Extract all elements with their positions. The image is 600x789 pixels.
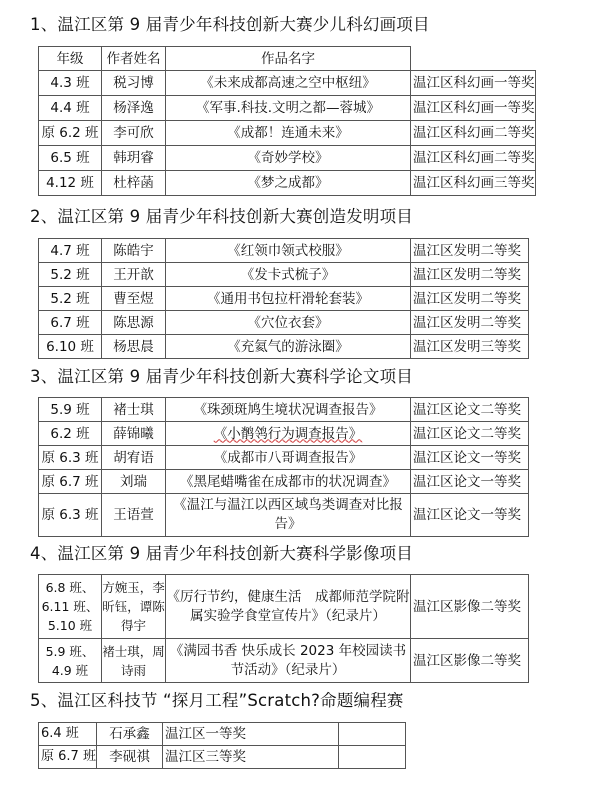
grade-cell: 4.7 班 [39, 239, 102, 263]
author-cell: 税习博 [102, 71, 166, 96]
work-title-cell: 《梦之成都》 [166, 171, 411, 196]
work-title-text: 《小鹡鸰行为调查报告》 [213, 425, 363, 442]
award-cell: 温江区科幻画一等奖 [411, 96, 536, 121]
work-title-cell: 《充氦气的游泳圈》 [166, 335, 411, 359]
award-cell: 温江区发明二等奖 [411, 263, 529, 287]
grade-cell: 5.9 班 [39, 398, 102, 422]
award-cell: 温江区三等奖 [162, 746, 338, 769]
award-cell: 温江区科幻画一等奖 [411, 71, 536, 96]
author-cell: 李砚祺 [96, 746, 162, 769]
table-row [39, 239, 529, 263]
table-science-video [38, 574, 529, 683]
header-author: 作者姓名 [102, 47, 166, 71]
author-cell: 薛锦曦 [102, 422, 166, 446]
table-row [39, 171, 536, 196]
grade-cell: 4.3 班 [39, 71, 102, 96]
table-row [39, 470, 529, 494]
table-row [39, 311, 529, 335]
work-title-cell [166, 422, 411, 446]
award-cell: 温江区发明三等奖 [411, 335, 529, 359]
grade-cell: 6.5 班 [39, 146, 102, 171]
section-4-title: 4、温江区第 9 届青少年科技创新大赛科学影像项目 [30, 544, 413, 563]
award-cell: 温江区科幻画二等奖 [411, 146, 536, 171]
section-1-title: 1、温江区第 9 届青少年科技创新大赛少儿科幻画项目 [30, 15, 430, 34]
work-title-cell: 《黑尾蜡嘴雀在成都市的状况调查》 [166, 470, 411, 494]
author-cell: 李可欣 [102, 121, 166, 146]
grade-cell: 5.9 班、4.9 班 [39, 639, 102, 683]
grade-cell: 原 6.3 班 [39, 446, 102, 470]
table-science-fiction-painting [38, 46, 536, 196]
work-title-cell: 《发卡式梳子》 [166, 263, 411, 287]
table-header-row [39, 47, 536, 71]
header-grade: 年级 [39, 47, 102, 71]
grade-cell: 6.7 班 [39, 311, 102, 335]
grade-cell: 4.12 班 [39, 171, 102, 196]
author-cell: 陈皓宇 [102, 239, 166, 263]
award-cell: 温江区论文一等奖 [411, 470, 529, 494]
section-2-title: 2、温江区第 9 届青少年科技创新大赛创造发明项目 [30, 207, 413, 226]
author-cell: 曹至煜 [102, 287, 166, 311]
author-cell: 杨思晨 [102, 335, 166, 359]
table-row [39, 746, 406, 769]
work-title-cell: 《厉行节约，健康生活 成都师范学院附属实验学食堂宣传片》（纪录片） [166, 575, 411, 639]
award-cell: 温江区影像二等奖 [411, 575, 529, 639]
grade-cell: 6.4 班 [39, 723, 97, 746]
empty-cell [338, 723, 405, 746]
award-cell: 温江区论文一等奖 [411, 494, 529, 537]
work-title-cell: 《红领巾领式校服》 [166, 239, 411, 263]
grade-cell: 原 6.3 班 [39, 494, 102, 537]
author-cell: 石承鑫 [96, 723, 162, 746]
work-title-cell: 《满园书香 快乐成长 2023 年校园读书节活动》（纪录片） [166, 639, 411, 683]
work-title-cell: 《奇妙学校》 [166, 146, 411, 171]
table-row [39, 494, 529, 537]
grade-cell: 6.2 班 [39, 422, 102, 446]
work-title-cell: 《成都市八哥调查报告》 [166, 446, 411, 470]
table-row [39, 575, 529, 639]
header-work-title: 作品名字 [166, 47, 411, 71]
table-scratch-programming [38, 722, 406, 769]
author-cell: 杜梓菡 [102, 171, 166, 196]
table-row [39, 335, 529, 359]
author-cell: 刘瑞 [102, 470, 166, 494]
section-3-title: 3、温江区第 9 届青少年科技创新大赛科学论文项目 [30, 367, 413, 386]
table-science-paper [38, 397, 529, 537]
table-row [39, 446, 529, 470]
work-title-cell: 《穴位衣套》 [166, 311, 411, 335]
award-cell: 温江区一等奖 [162, 723, 338, 746]
header-award-empty [411, 47, 536, 71]
table-row [39, 121, 536, 146]
award-cell: 温江区论文一等奖 [411, 446, 529, 470]
table-invention [38, 238, 529, 359]
table-row [39, 422, 529, 446]
section-5-title: 5、温江区科技节 “探月工程”Scratch?命题编程赛 [30, 691, 404, 710]
author-cell: 方婉玉，李昕钰，谭陈得宇 [102, 575, 166, 639]
award-cell: 温江区论文二等奖 [411, 398, 529, 422]
grade-cell: 5.2 班 [39, 263, 102, 287]
grade-cell: 4.4 班 [39, 96, 102, 121]
award-cell: 温江区影像二等奖 [411, 639, 529, 683]
work-title-cell: 《通用书包拉杆滑轮套装》 [166, 287, 411, 311]
table-row [39, 146, 536, 171]
table-row [39, 723, 406, 746]
work-title-cell: 《成都！连通未来》 [166, 121, 411, 146]
author-cell: 王语萱 [102, 494, 166, 537]
author-cell: 王开歆 [102, 263, 166, 287]
author-cell: 褚士琪，周诗雨 [102, 639, 166, 683]
grade-cell: 6.10 班 [39, 335, 102, 359]
award-cell: 温江区发明二等奖 [411, 311, 529, 335]
table-row [39, 398, 529, 422]
grade-cell: 原 6.7 班 [39, 470, 102, 494]
grade-cell: 原 6.7 班 [39, 746, 97, 769]
author-cell: 陈思源 [102, 311, 166, 335]
work-title-cell: 《未来成都高速之空中枢纽》 [166, 71, 411, 96]
grade-cell: 原 6.2 班 [39, 121, 102, 146]
award-cell: 温江区科幻画二等奖 [411, 121, 536, 146]
author-cell: 韩玥睿 [102, 146, 166, 171]
table-row [39, 639, 529, 683]
author-cell: 胡宥语 [102, 446, 166, 470]
award-cell: 温江区论文二等奖 [411, 422, 529, 446]
work-title-cell: 《军事.科技.文明之都—蓉城》 [166, 96, 411, 121]
empty-cell [338, 746, 405, 769]
author-cell: 褚士琪 [102, 398, 166, 422]
table-row [39, 287, 529, 311]
award-cell: 温江区发明二等奖 [411, 287, 529, 311]
table-row [39, 96, 536, 121]
table-row [39, 71, 536, 96]
work-title-cell: 《珠颈斑鸠生境状况调查报告》 [166, 398, 411, 422]
grade-cell: 6.8 班、6.11 班、5.10 班 [39, 575, 102, 639]
work-title-cell: 《温江与温江以西区域鸟类调查对比报告》 [166, 494, 411, 537]
table-row [39, 263, 529, 287]
grade-cell: 5.2 班 [39, 287, 102, 311]
author-cell: 杨泽逸 [102, 96, 166, 121]
award-cell: 温江区发明二等奖 [411, 239, 529, 263]
award-cell: 温江区科幻画三等奖 [411, 171, 536, 196]
